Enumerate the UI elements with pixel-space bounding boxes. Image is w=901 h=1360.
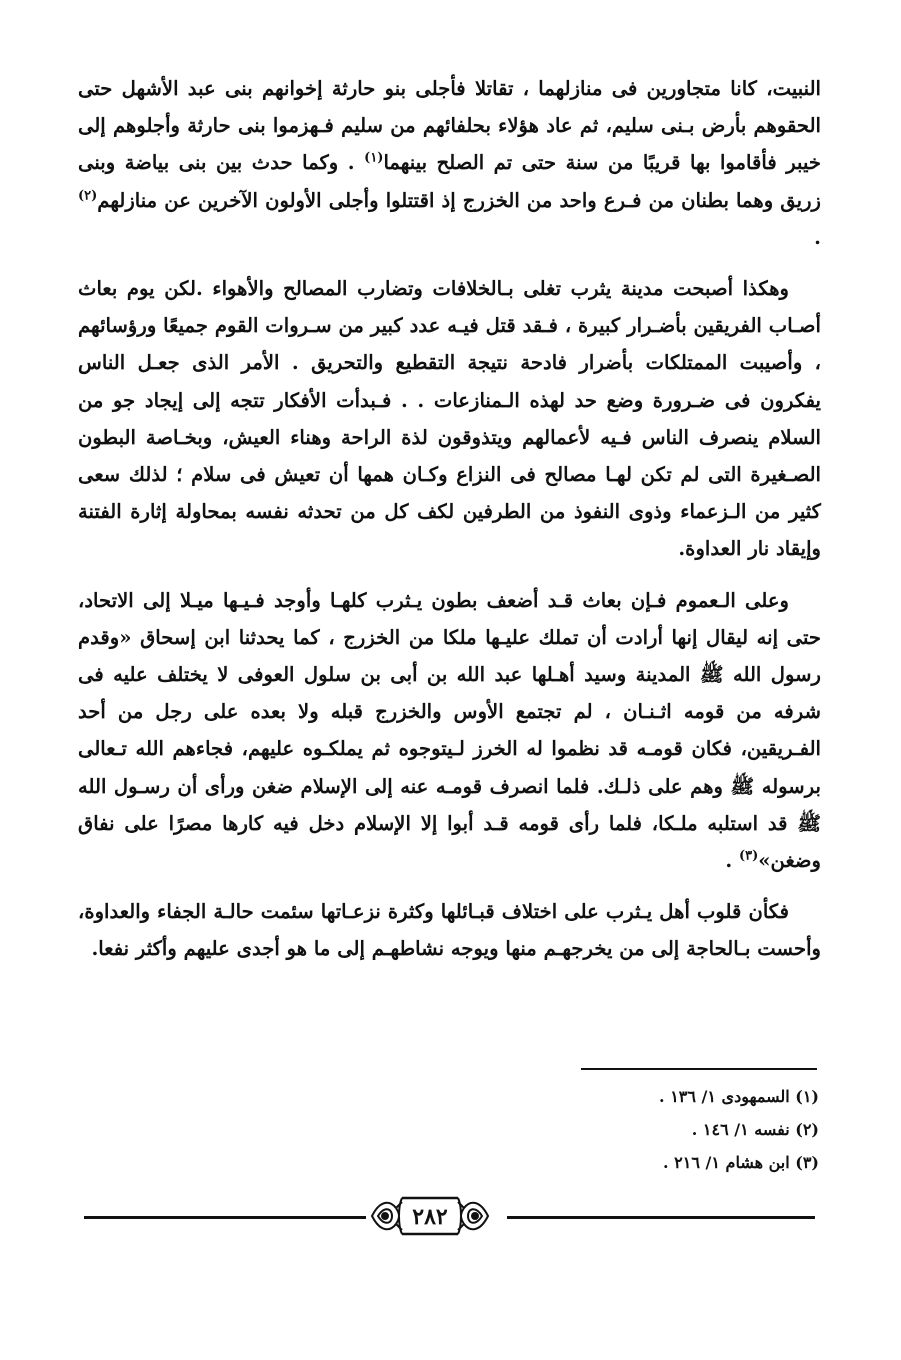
paragraph-1-text: النبيت، كانا متجاورين فى منازلهما ، تقاتلا فأجلى بنو حارثة إخوانهم بنى عبد الأشهل حتى الحقوهم بأرض بـنى سليم، ثم عاد هؤلاء بحلفائهم من سليم فـهزموا بنى حارثة وأجلوهم إلى خيبر فأقاموا بها قريبًا من سنة حتى تم الصلح بينهما	[78, 77, 821, 175]
footnote-ref-3: (٣)	[738, 848, 759, 864]
footnote-ref-2: (٢)	[78, 188, 98, 204]
paragraph-3	[78, 582, 821, 880]
paragraph-2	[78, 270, 821, 568]
page-number: ٢٨٢	[412, 1204, 448, 1230]
paragraph-1-continuation: . وكما حدث بين بنى بياضة وبنى زريق وهما بطنان من فـرع واحد من الخزرج إذ اقتتلوا وأجلى الأولون الآخرين عن منازلهم	[78, 151, 821, 212]
paragraph-1	[78, 70, 821, 256]
paragraph-4	[78, 893, 821, 967]
paragraph-2-text: وهكذا أصبحت مدينة يثرب تغلى بـالخلافات وتضارب المصالح والأهواء .لكن يوم بعاث أصـاب الفريقين بأضـرار كبيرة ، فـقد قتل فيـه عدد كبير من سـروات القوم جميعًا ورؤسائهم ، وأصيبت الممتلكات بأضرار فادحة نتيجة التقطيع والتحريق . الأمر الذى جعـل الناس يفكرون فى ضـرورة وضع حد لهذه الـمنازعات . . فـبدأت الأفكار تتجه إلى إيجاد جو من السلام ينصرف الناس فـيه لأعمالهم ويتذوقون لذة الراحة وهناء العيش، وبخـاصة البطون الصـغيرة التى لم تكن لهـا مصالح فى النزاع وكـان همها أن تعيش فى سلام ؛ لذلك سعى كثير من الـزعماء وذوى النفوذ من الطرفين لكف كل من تحدثه نفسه بمحاولة إثارة الفتنة وإيقاد نار العداوة.	[78, 277, 821, 561]
paragraph-3-text: وعلى الـعموم فـإن بعاث قـد أضعف بطون يـثرب كلهـا وأوجد فـيـها ميـلا إلى الاتحاد، حتى إنه ليقال إنها أرادت أن تملك عليـها ملكا من الخزرج ، كما يحدثنا ابن إسحاق «وقدم رسول الله ﷺ المدينة وسيد أهـلها عبد الله بن أبى بن سلول العوفى لا يختلف عليه فى شرفه من قومه اثـنـان ، لم تجتمع الأوس والخزرج قبله ولا بعده على رجل من أحد الفـريقين، فكان قومـه قد نظموا له الخرز لـيتوجوه ثم يملكـوه عليهم، فجاءهم الله تـعالى برسوله ﷺ وهم على ذلـك. فلما انصرف قومـه عنه إلى الإسلام ضغن ورأى أن رسـول الله ﷺ قد استلبه ملـكا، فلما رأى قومه قـد أبوا إلا الإسلام دخل فيه كارها مصرًا على نفاق وضغن»	[78, 588, 821, 873]
footnote-ref-1: (١)	[364, 150, 384, 166]
paragraph-3-end: .	[725, 849, 733, 873]
body-text	[78, 70, 821, 982]
paragraph-4-text: فكأن قلوب أهل يـثرب على اختلاف قبـائلها وكثرة نزعـاتها سئمت حالـة الجفاء والعداوة، وأحست بـالحاجة إلى من يخرجهـم منها ويوجه نشاطهـم إلى ما هو أجدى عليهم وأكثر نفعا.	[78, 900, 821, 961]
paragraph-1-end: .	[814, 225, 821, 249]
footnotes	[419, 1080, 819, 1179]
footer-rule-right	[507, 1216, 815, 1219]
footnote-2: (٢) نفسه ١/ ١٤٦ .	[691, 1120, 819, 1139]
footnote-divider	[581, 1068, 817, 1070]
footer-rule-left	[84, 1216, 366, 1219]
footnote-1: (١) السمهودى ١/ ١٣٦ .	[659, 1087, 819, 1106]
footnote-3: (٣) ابن هشام ١/ ٢١٦ .	[663, 1153, 819, 1172]
